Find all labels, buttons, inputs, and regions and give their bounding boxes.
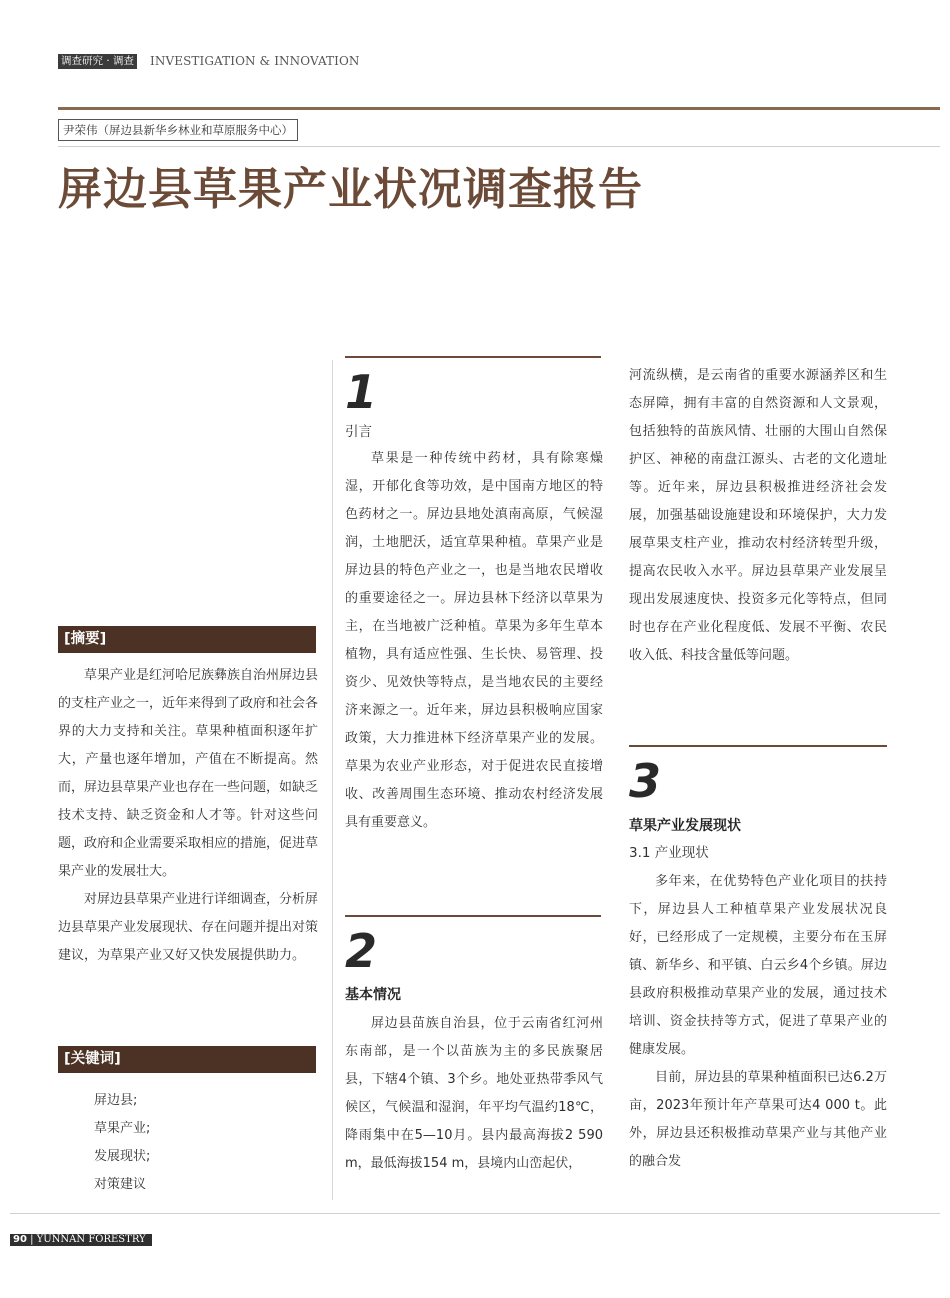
section-3-subtitle: 3.1 产业现状 [629, 845, 709, 861]
section-2-number: 2 [345, 924, 378, 978]
page-number: 90 [13, 1234, 27, 1245]
title-rule [58, 146, 940, 147]
section-3-title: 草果产业发展现状 [629, 818, 741, 834]
section-1-paragraph: 草果是一种传统中药材，具有除寒燥湿，开郁化食等功效，是中国南方地区的特色药材之一。屏边县地处滇南高原，气候湿润，土地肥沃，适宜草果种植。草果产业是屏边县的特色产业之一，也是当地农民增收的重要途径之一。屏边县林下经济以草果为主，在当地被广泛种植。草果为多年生草本植物，具有适应性强、生长快、易管理、投资少、见效快等特点，是当地农民的主要经济来源之一。近年来，屏边县积极响应国家政策，大力推进林下经济草果产业的发展。草果为农业产业形态，对于促进农民直接增收、改善周围生态环境、推动农村经济发展具有重要意义。 [345, 451, 603, 830]
section-2-paragraph-continued: 河流纵横，是云南省的重要水源涵养区和生态屏障，拥有丰富的自然资源和人文景观，包括独特的苗族风情、壮丽的大围山自然保护区、神秘的南盘江源头、古老的文化遗址等。近年来，屏边县积极推进经济社会发展，加强基础设施建设和环境保护，大力发展草果支柱产业，推动农村经济转型升级，提高农民收入水平。屏边县草果产业发展呈现出发展速度快、投资多元化等特点，但同时也存在产业化程度低、发展不平衡、农民收入低、科技含量低等问题。 [629, 368, 887, 663]
keyword-item: 草果产业; [94, 1121, 151, 1136]
section-3-rule [629, 745, 887, 747]
section-3-paragraph: 目前，屏边县的草果种植面积已达6.2万亩，2023年预计年产草果可达4 000 t。此外，屏边县还积极推动草果产业与其他产业的融合发 [629, 1070, 887, 1169]
section-1-number: 1 [345, 365, 378, 419]
column-divider [332, 360, 333, 1200]
keywords-heading: [关键词] [58, 1046, 316, 1073]
article-title: 屏边县草果产业状况调查报告 [58, 164, 643, 215]
keyword-item: 对策建议 [94, 1177, 147, 1192]
section-2-paragraph: 屏边县苗族自治县，位于云南省红河州东南部，是一个以苗族为主的多民族聚居县，下辖4个镇、3个乡。地处亚热带季风气候区，气候温和湿润，年平均气温约18℃，降雨集中在5—10月。县内最高海拔2 590 m，最低海拔154 m，县境内山峦起伏， [345, 1016, 603, 1171]
section-1-body [345, 445, 603, 837]
section-1-title: 引言 [345, 424, 372, 440]
section-3-number: 3 [629, 754, 662, 808]
section-2-body [345, 1010, 603, 1178]
abstract-heading: [摘要] [58, 626, 316, 653]
keyword-item: 发展现状; [94, 1149, 151, 1164]
author-box: 尹荣伟（屏边县新华乡林业和草原服务中心） [58, 119, 298, 141]
keyword-item: 屏边县; [94, 1093, 138, 1108]
section-3-body [629, 868, 887, 1176]
keywords-list [94, 1087, 150, 1199]
footer-label [10, 1234, 152, 1246]
section-2-title: 基本情况 [345, 987, 401, 1003]
journal-name: | YUNNAN FORESTRY [30, 1234, 146, 1245]
section-english: INVESTIGATION & INNOVATION [150, 54, 360, 68]
section-3-paragraph: 多年来，在优势特色产业化项目的扶持下，屏边县人工种植草果产业发展状况良好，已经形成了一定规模，主要分布在玉屏镇、新华乡、和平镇、白云乡4个乡镇。屏边县政府积极推动草果产业的发展，通过技术培训、资金扶持等方式，促进了草果产业的健康发展。 [629, 874, 887, 1057]
section-tag: 调查研究 · 调查 [58, 54, 137, 69]
section-1-rule [345, 356, 601, 358]
footer-rule [10, 1213, 940, 1214]
header-rule [58, 107, 940, 110]
abstract-body [58, 662, 318, 970]
section-2-rule [345, 915, 601, 917]
section-2-continued [629, 362, 887, 670]
abstract-paragraph: 对屏边县草果产业进行详细调查，分析屏边县草果产业发展现状、存在问题并提出对策建议，为草果产业又好又快发展提供助力。 [58, 892, 319, 963]
abstract-paragraph: 草果产业是红河哈尼族彝族自治州屏边县的支柱产业之一，近年来得到了政府和社会各界的大力支持和关注。草果种植面积逐年扩大，产量也逐年增加，产值在不断提高。然而，屏边县草果产业也存在一些问题，如缺乏技术支持、缺乏资金和人才等。针对这些问题，政府和企业需要采取相应的措施，促进草果产业的发展壮大。 [58, 668, 319, 879]
